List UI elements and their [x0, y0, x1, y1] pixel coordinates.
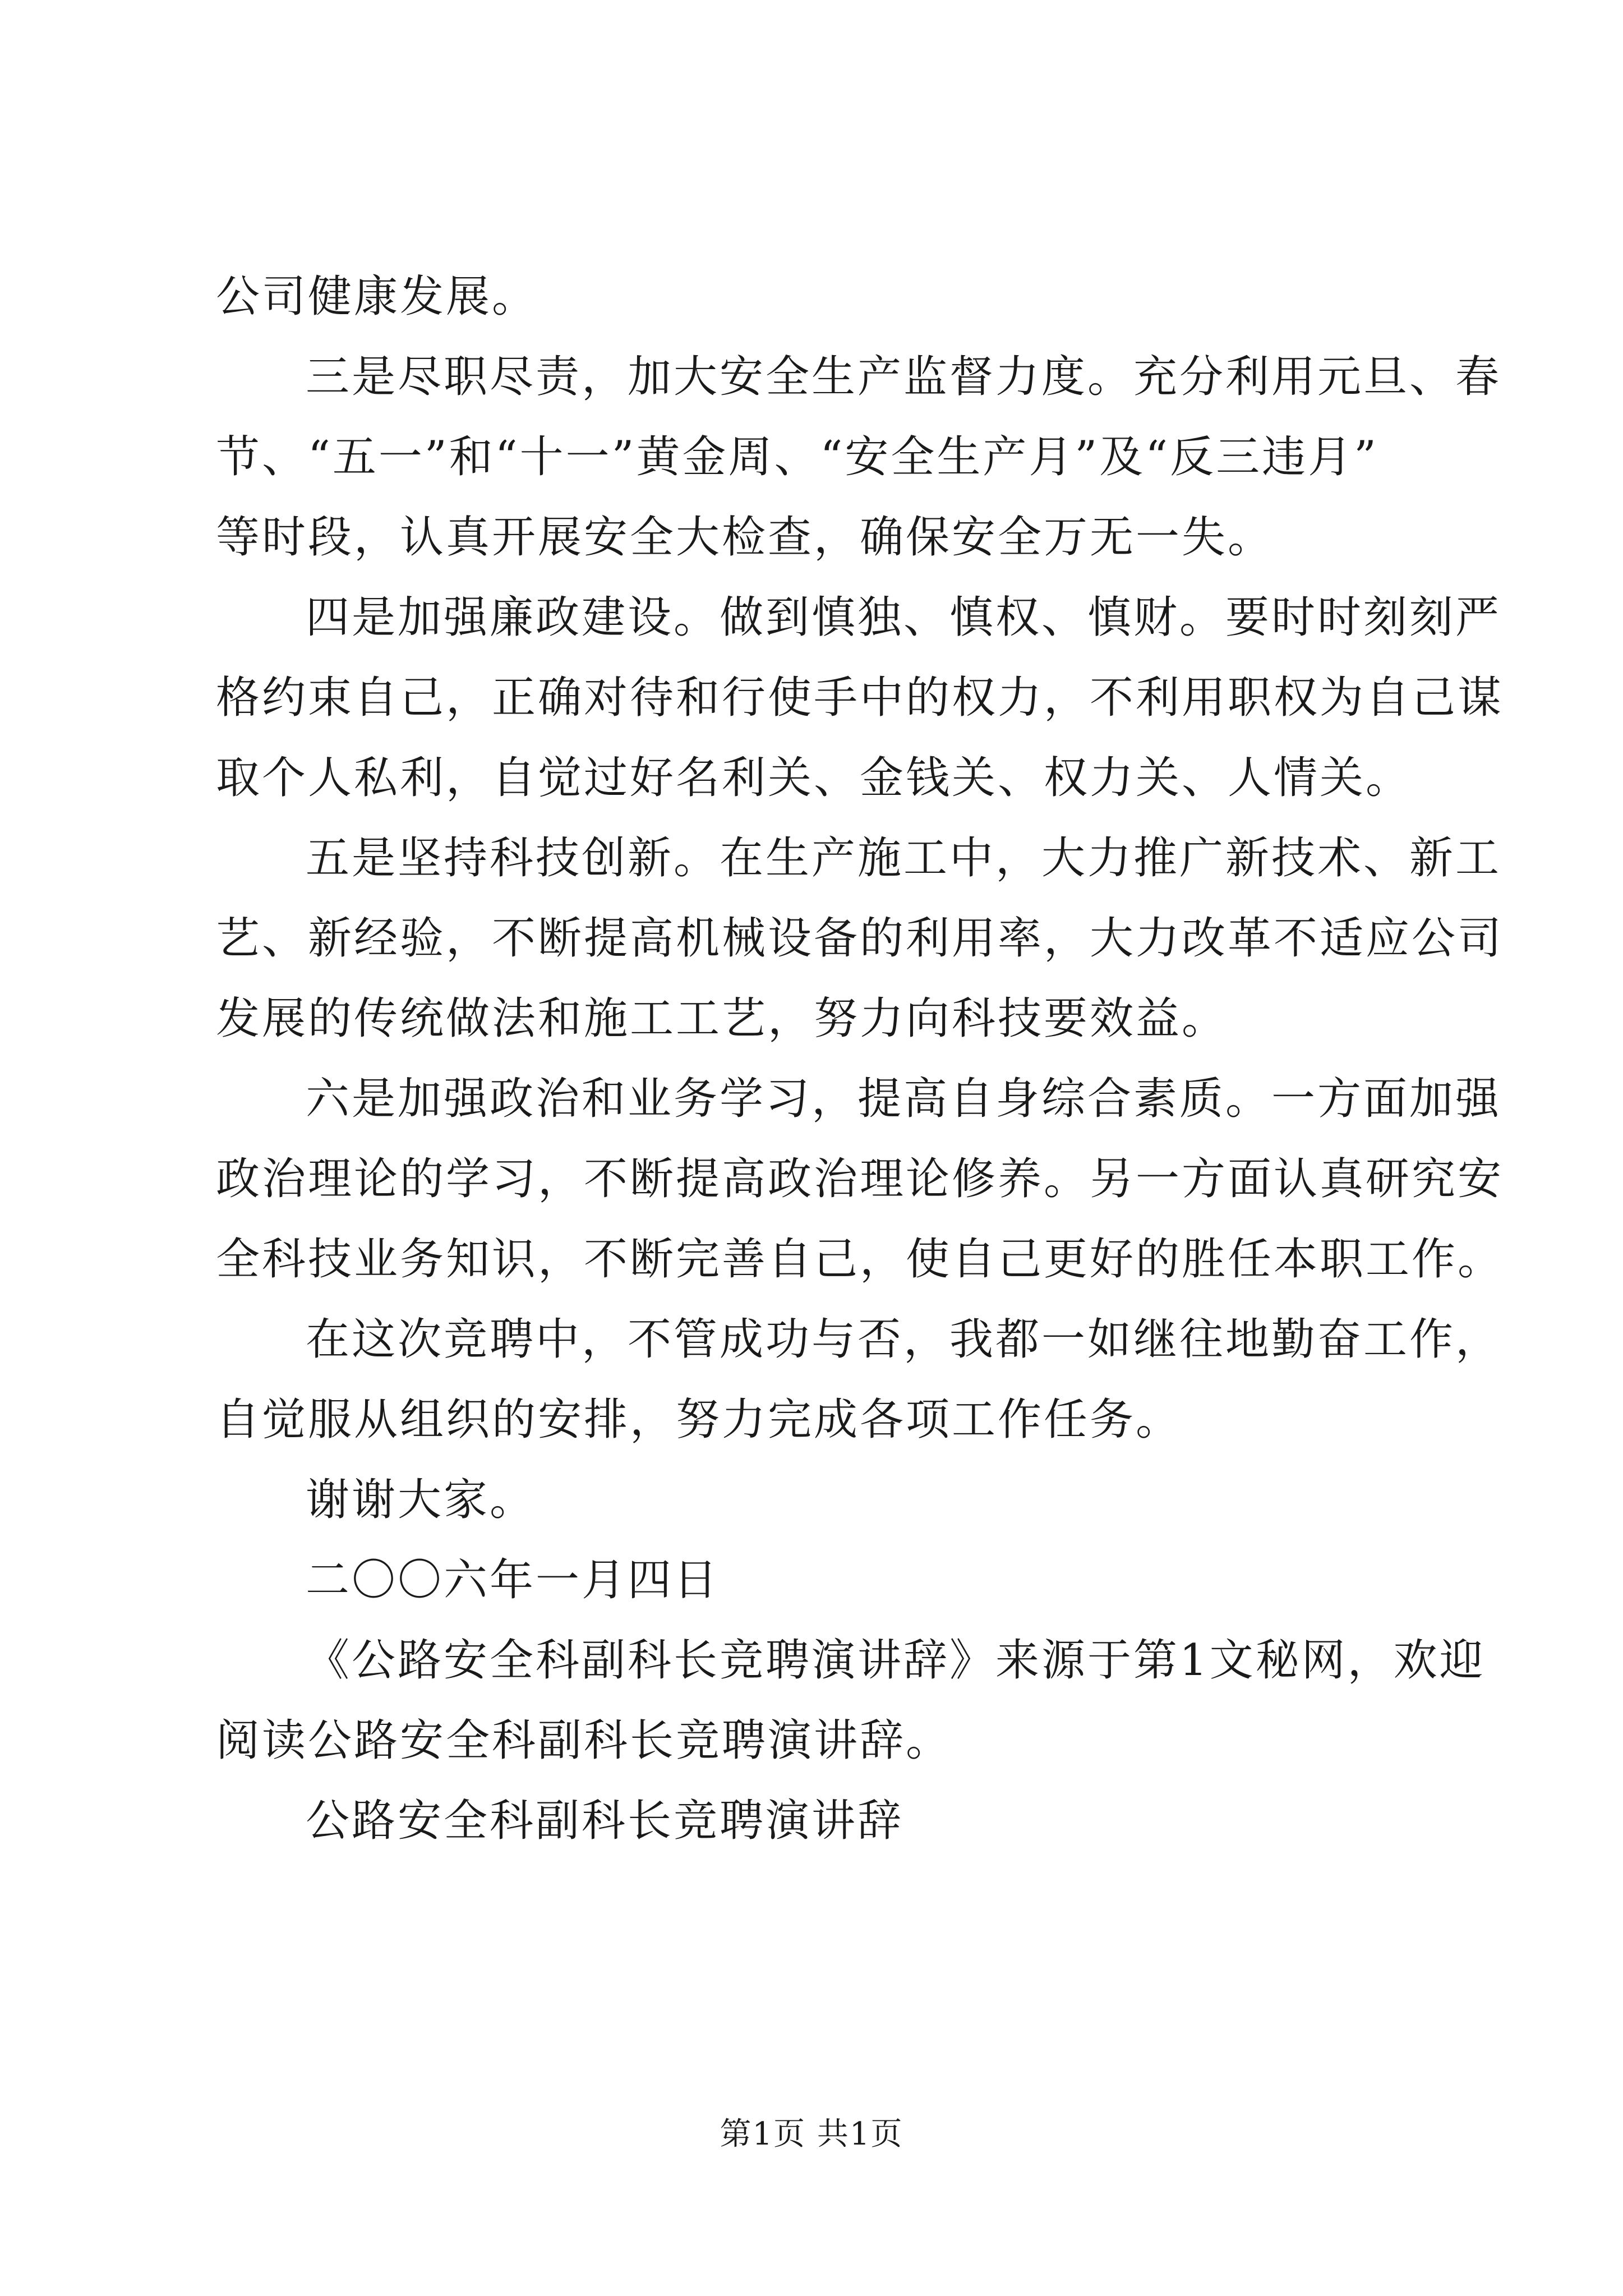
- paragraph-line: 全科技业务知识，不断完善自己，使自己更好的胜任本职工作。: [216, 1234, 1504, 1285]
- document-body: [216, 257, 1504, 1861]
- page-footer: 第1页 共1页: [720, 2116, 903, 2152]
- closing-line: 谢谢大家。: [306, 1475, 536, 1525]
- paragraph-line: 三是尽职尽责，加大安全生产监督力度。充分利用元旦、春: [306, 352, 1502, 402]
- paragraph-line: 在这次竞聘中，不管成功与否，我都一如继往地勤奋工作，: [306, 1314, 1502, 1365]
- paragraph-line: 政治理论的学习，不断提高政治理论修养。另一方面认真研究安: [216, 1154, 1504, 1204]
- paragraph-line: 格约束自己，正确对待和行使手中的权力，不利用职权为自己谋: [216, 673, 1504, 723]
- paragraph-line: 四是加强廉政建设。做到慎独、慎权、慎财。要时时刻刻严: [306, 592, 1502, 643]
- paragraph-line: 发展的传统做法和施工工艺，努力向科技要效益。: [216, 993, 1228, 1044]
- paragraph-line: 六是加强政治和业务学习，提高自身综合素质。一方面加强: [306, 1074, 1502, 1124]
- paragraph-line: 取个人私利，自觉过好名利关、金钱关、权力关、人情关。: [216, 753, 1412, 803]
- paragraph-line: 等时段，认真开展安全大检查，确保安全万无一失。: [216, 512, 1274, 563]
- paragraph-line: 节、“五一”和“十一”黄金周、“安全生产月”及“反三违月”: [216, 432, 1379, 482]
- paragraph-line: 《公路安全科副科长竞聘演讲辞》来源于第1文秘网，欢迎: [306, 1635, 1486, 1686]
- paragraph-line: 阅读公路安全科副科长竞聘演讲辞。: [216, 1715, 952, 1766]
- date-line: 二〇〇六年一月四日: [306, 1555, 720, 1605]
- section-title-line: 公路安全科副科长竞聘演讲辞: [306, 1796, 904, 1846]
- paragraph-line: 五是坚持科技创新。在生产施工中，大力推广新技术、新工: [306, 833, 1502, 884]
- paragraph-line: 自觉服从组织的安排，努力完成各项工作任务。: [216, 1395, 1182, 1445]
- paragraph-line: 公司健康发展。: [216, 272, 538, 322]
- paragraph-line: 艺、新经验，不断提高机械设备的利用率，大力改革不适应公司: [216, 913, 1504, 964]
